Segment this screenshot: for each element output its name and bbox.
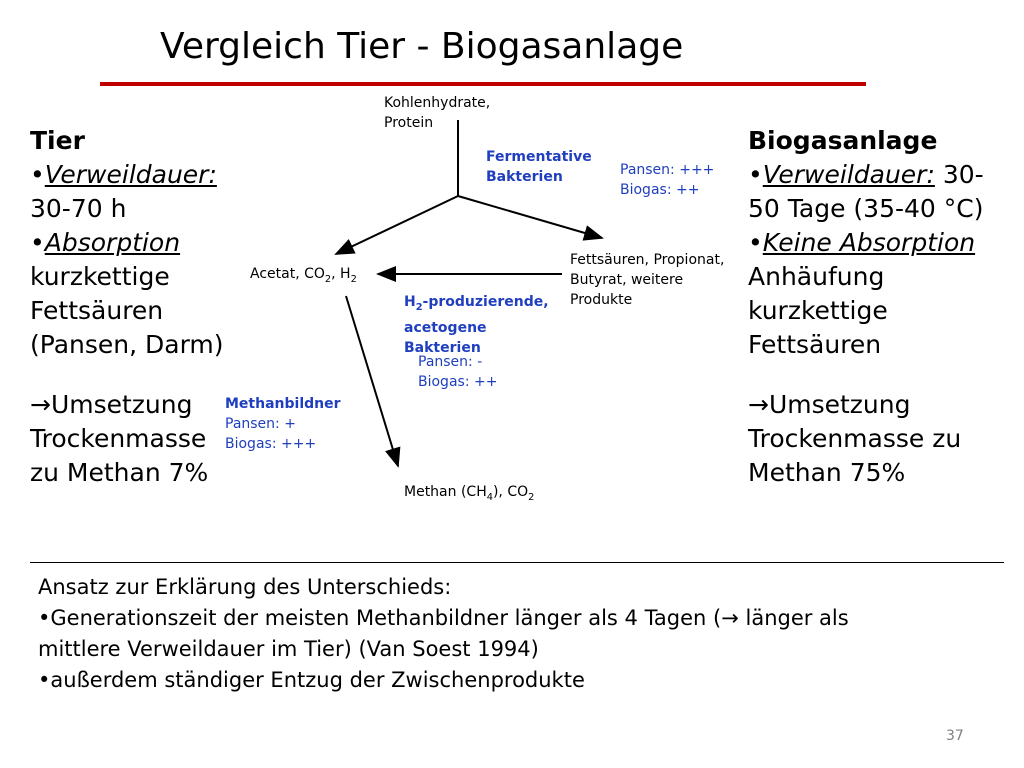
label-h2-bakterien: $H_2$-produzierende, acetogene Bakterien [404, 294, 549, 356]
left-heading: Tier [30, 126, 85, 155]
bullet: • [30, 228, 45, 257]
left-item2-line: Fettsäuren [30, 296, 164, 325]
left-item2-label: Absorption [44, 228, 181, 257]
left-item1-value: 30-70 h [30, 194, 127, 223]
right-item1-value-a: 30- [942, 160, 984, 189]
right-conclusion-line: →Umsetzung [748, 390, 911, 419]
node-fettsaeuren: Fettsäuren, Propionat, Butyrat, weitere Produkte [570, 252, 725, 308]
arrow-to-acetate [336, 196, 458, 254]
bullet: • [30, 160, 45, 189]
section-divider [30, 562, 1004, 563]
slide-title: Vergleich Tier - Biogasanlage [160, 26, 684, 67]
left-conclusion-line: zu Methan 7% [30, 458, 209, 487]
node-methan: Methan $(CH_4)$, $CO_2$ [404, 484, 535, 503]
explanation-line: •außerdem ständiger Entzug der Zwischenprodukte [38, 668, 585, 692]
label-fermentative-bakterien: Fermentative Bakterien [486, 149, 592, 185]
rates-h2-bakterien: Pansen: - Biogas: ++ [418, 354, 498, 390]
explanation-intro: Ansatz zur Erklärung des Unterschieds: [38, 575, 452, 599]
right-heading: Biogasanlage [748, 126, 938, 155]
left-item1-label: Verweildauer: [44, 160, 217, 189]
left-item2-line: kurzkettige [30, 262, 170, 291]
right-item1-label: Verweildauer: [762, 160, 935, 189]
left-conclusion-line: →Umsetzung [30, 390, 193, 419]
node-acetat: Acetat, $CO_2$, $H_2$ [250, 266, 357, 285]
explanation-line: mittlere Verweildauer im Tier) (Van Soest 1994) [38, 637, 539, 661]
left-conclusion-line: Trockenmasse [30, 424, 207, 453]
left-item2-line: (Pansen, Darm) [30, 330, 224, 359]
bullet: • [748, 228, 763, 257]
right-item2-line: Fettsäuren [748, 330, 882, 359]
bullet: • [748, 160, 763, 189]
right-conclusion-line: Trockenmasse zu [748, 424, 962, 453]
page-number: 37 [946, 728, 964, 744]
rates-fermentative: Pansen: +++ Biogas: ++ [620, 162, 715, 198]
label-methanbildner: Methanbildner Pansen: + Biogas: +++ [225, 396, 341, 452]
right-conclusion-line: Methan 75% [748, 458, 906, 487]
right-item2-label: Keine Absorption [762, 228, 976, 257]
right-item2-line: kurzkettige [748, 296, 888, 325]
arrow-to-methane [346, 296, 398, 466]
explanation-block [38, 572, 998, 696]
explanation-line: •Generationszeit der meisten Methanbildner länger als 4 Tagen (→ länger als [38, 606, 849, 630]
arrow-to-fatty-acids [458, 196, 602, 238]
right-item2-line: Anhäufung [748, 262, 885, 291]
right-item1-value-b: 50 Tage (35-40 °C) [748, 194, 984, 223]
node-kohlenhydrate: Kohlenhydrate, Protein [384, 95, 491, 131]
